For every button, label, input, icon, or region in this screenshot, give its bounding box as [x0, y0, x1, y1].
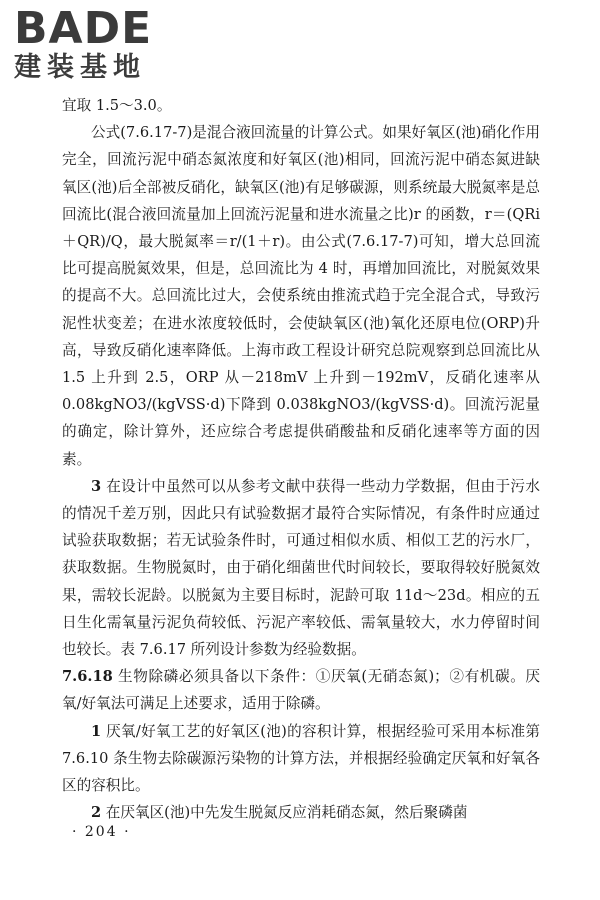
logo-wordmark: BADE: [14, 3, 153, 54]
item-text: 厌氧/好氧工艺的好氧区(池)的容积计算，根据经验可采用本标准第 7.6.10 条生物去除碳源污染物的计算方法，并根据经验确定厌氧和好氧各区的容积比。: [62, 722, 541, 795]
logo-subtitle: 建装基地: [14, 52, 146, 83]
paragraph-continuation: 宜取 1.5～3.0。: [62, 97, 172, 114]
clause-text: 生物除磷必须具备以下条件：①厌氧(无硝态氮)；②有机碳。厌氧/好氧法可满足上述要求，适用于除磷。: [62, 668, 541, 713]
item-number: 2: [91, 804, 102, 822]
document-body: [62, 92, 540, 826]
item-text: 在设计中虽然可以从参考文献中获得一些动力学数据，但由于污水的情况千差万别，因此只有试验数据才最符合实际情况，有条件时应通过试验获取数据；若无试验条件时，可通过相似水质、相似工艺的污水厂，获取数据。生物脱氮时，由于硝化细菌世代时间较长，要取得较好脱氮效果，需较长泥龄。以脱氮为主要目标时，泥龄可取 11d～23d。相应的五日生化需氧量污泥负荷较低、污泥产率较低、需氧量较大，水力停留时间也较长。表 7.6.17 所列设计参数为经验数据。: [62, 477, 540, 659]
paragraph-item-2: [62, 799, 540, 826]
page-number: · 204 ·: [72, 824, 131, 840]
item-number: 3: [91, 477, 102, 495]
paragraph-item-1: [62, 718, 540, 800]
paragraph-return-flow-formula: 公式(7.6.17-7)是混合液回流量的计算公式。如果好氧区(池)硝化作用完全，回流污泥中硝态氮浓度和好氧区(池)相同，回流污泥中硝态氮进缺氧区(池)后全部被反硝化，缺氧区(池)有足够碳源，则系统最大脱氮率是总回流比(混合液回流量加上回流污泥量和进水流量之比)r 的函数，r＝(QRi＋QR)/Q，最大脱氮率＝r/(1＋r)。由公式(7.6.17-7)可知，增大总回流比可提高脱氮效果，但是，总回流比为 4 时，再增加回流比，对脱氮效果的提高不大。总回流比过大，会使系统由推流式趋于完全混合式，导致污泥性状变差；在进水浓度较低时，会使缺氧区(池)氧化还原电位(ORP)升高，导致反硝化速率降低。上海市政工程设计研究总院观察到总回流比从 1.5 上升到 2.5，ORP 从－218mV 上升到－192mV，反硝化速率从 0.08kgNO3/(kgVSS·d)下降到 0.038kgNO3/(kgVSS·d)。回流污泥量的确定，除计算外，还应综合考虑提供硝酸盐和反硝化速率等方面的因素。: [62, 124, 540, 468]
clause-7-6-18: [62, 663, 540, 717]
item-number: 1: [91, 722, 102, 740]
paragraph-item-3: [62, 473, 540, 663]
item-text: 在厌氧区(池)中先发生脱氮反应消耗硝态氮，然后聚磷菌: [105, 804, 468, 822]
clause-number: 7.6.18: [62, 668, 113, 686]
brand-logo: [14, 3, 184, 88]
